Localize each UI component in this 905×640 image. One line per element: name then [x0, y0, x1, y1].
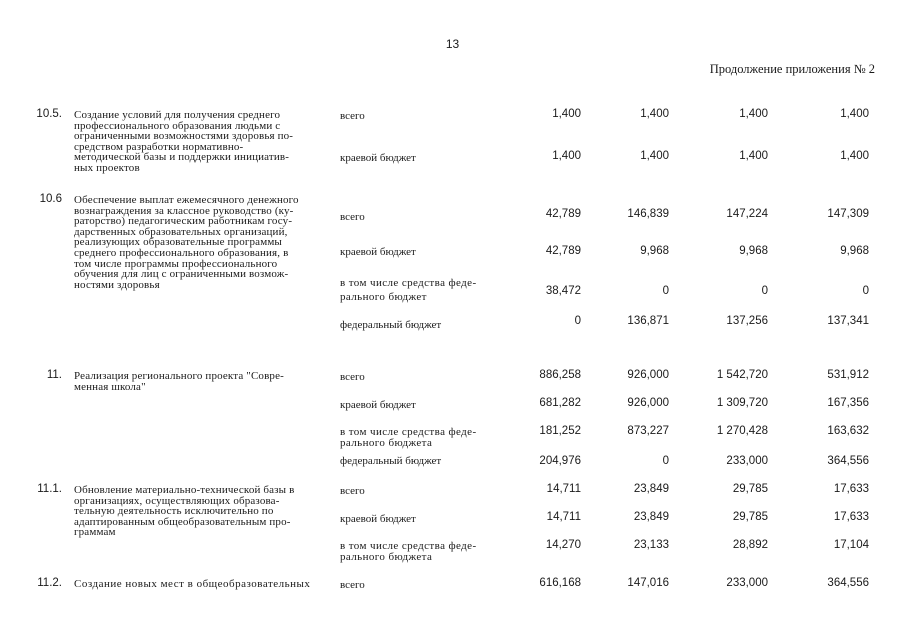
line-label: всего	[340, 371, 365, 383]
value-cell: 29,785	[732, 511, 768, 523]
value-cell: 873,227	[627, 425, 669, 437]
value-cell: 1,400	[552, 108, 581, 120]
line-label: всего	[340, 110, 365, 122]
value-cell: 14,711	[546, 483, 581, 495]
value-cell: 38,472	[545, 285, 581, 297]
value-cell: 42,789	[545, 208, 581, 220]
line-label: краевой бюджет	[340, 246, 416, 258]
value-cell: 1,400	[552, 150, 581, 162]
value-cell: 147,016	[627, 577, 669, 589]
row-description: Реализация регионального проекта "Совре- менная школа"	[74, 370, 284, 393]
value-cell: 0	[862, 285, 869, 297]
value-cell: 681,282	[539, 397, 581, 409]
value-cell: 1,400	[739, 108, 768, 120]
value-cell: 1,400	[840, 150, 869, 162]
row-index: 11.	[46, 369, 62, 381]
value-cell: 926,000	[627, 397, 669, 409]
value-cell: 137,256	[726, 315, 768, 327]
row-index: 10.6	[39, 193, 62, 205]
line-label: всего	[340, 485, 365, 497]
value-cell: 886,258	[539, 369, 581, 381]
value-cell: 1 542,720	[716, 369, 768, 381]
row-description: Создание новых мест в общеобразовательных	[74, 578, 311, 590]
value-cell: 147,224	[726, 208, 768, 220]
value-cell: 23,849	[633, 483, 669, 495]
row-description: Создание условий для получения среднего профессионального образования людьми с ограниченными возможностями здоровья по- средством разработки нормативно- методической базы и поддержки инициатив- ных проектов	[74, 109, 294, 174]
value-cell: 1 309,720	[716, 397, 768, 409]
value-cell: 1,400	[640, 108, 669, 120]
row-description: Обновление материально-технической базы в организациях, осуществляющих образова- тельную деятельность исключительно по адаптированным общеобразовательным про- граммам	[74, 484, 295, 539]
value-cell: 1,400	[739, 150, 768, 162]
value-cell: 364,556	[827, 577, 869, 589]
value-cell: 181,252	[539, 425, 581, 437]
value-cell: 167,356	[827, 397, 869, 409]
value-cell: 204,976	[539, 455, 581, 467]
value-cell: 28,892	[732, 539, 768, 551]
value-cell: 147,309	[827, 208, 869, 220]
value-cell: 531,912	[827, 369, 869, 381]
value-cell: 137,341	[827, 315, 869, 327]
value-cell: 136,871	[627, 315, 669, 327]
value-cell: 926,000	[627, 369, 669, 381]
value-cell: 364,556	[827, 455, 869, 467]
value-cell: 17,104	[833, 539, 869, 551]
row-index: 11.2.	[37, 577, 62, 589]
value-cell: 1,400	[640, 150, 669, 162]
value-cell: 163,632	[827, 425, 869, 437]
value-cell: 0	[662, 285, 669, 297]
value-cell: 29,785	[732, 483, 768, 495]
page-number: 13	[445, 37, 460, 51]
value-cell: 23,133	[633, 539, 669, 551]
value-cell: 233,000	[726, 455, 768, 467]
value-cell: 14,270	[545, 539, 581, 551]
line-label: в том числе средства феде- рального бюджета	[340, 540, 477, 563]
value-cell: 1,400	[840, 108, 869, 120]
line-label: в том числе средства феде- рального бюджета	[340, 426, 477, 449]
line-label: федеральный бюджет	[340, 319, 442, 331]
row-description: Обеспечение выплат ежемесячного денежного вознаграждения за классное руководство (ку- раторство) педагогическим работникам госу- дарственных образовательных организаций, реализующих образовательные программы среднего профессионального образования, в том числе программы профессионального обучения для лиц с ограниченными возмож- ностями здоровья	[74, 194, 299, 291]
line-label: федеральный бюджет	[340, 455, 442, 467]
value-cell: 616,168	[539, 577, 581, 589]
line-label: краевой бюджет	[340, 152, 416, 164]
value-cell: 42,789	[545, 245, 581, 257]
line-label: всего	[340, 211, 365, 223]
value-cell: 146,839	[627, 208, 669, 220]
line-label: всего	[340, 579, 365, 591]
value-cell: 9,968	[739, 245, 768, 257]
value-cell: 233,000	[726, 577, 768, 589]
line-label: краевой бюджет	[340, 399, 416, 411]
row-index: 11.1.	[37, 483, 62, 495]
continuation-note: Продолжение приложения № 2	[709, 62, 875, 76]
line-label: краевой бюджет	[340, 513, 416, 525]
value-cell: 9,968	[640, 245, 669, 257]
line-label: в том числе средства феде- рального бюджет	[340, 277, 477, 303]
value-cell: 1 270,428	[716, 425, 768, 437]
value-cell: 0	[662, 455, 669, 467]
value-cell: 23,849	[633, 511, 669, 523]
value-cell: 14,711	[546, 511, 581, 523]
row-index: 10.5.	[36, 108, 62, 120]
value-cell: 0	[574, 315, 581, 327]
value-cell: 17,633	[833, 483, 869, 495]
value-cell: 0	[761, 285, 768, 297]
value-cell: 9,968	[840, 245, 869, 257]
value-cell: 17,633	[833, 511, 869, 523]
